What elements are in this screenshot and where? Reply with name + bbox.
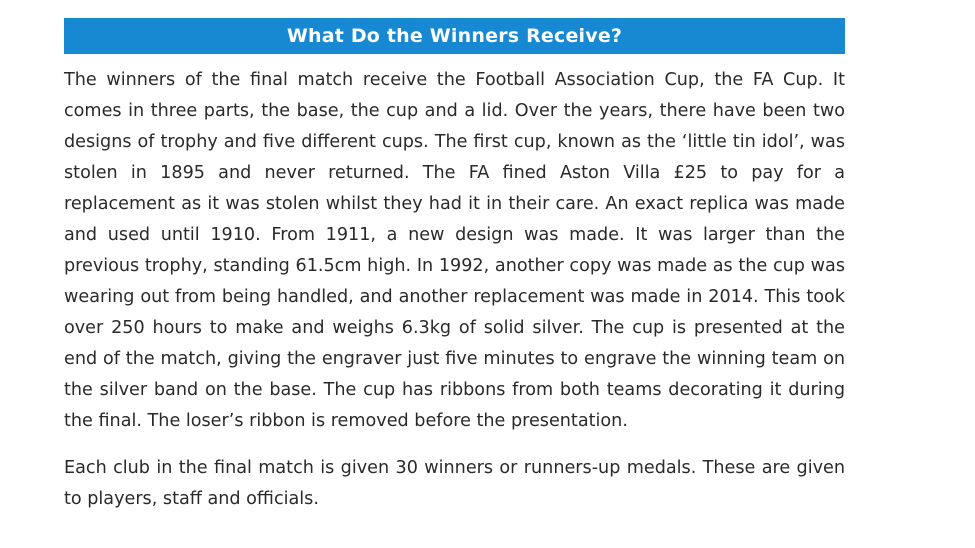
winners-section: [64, 18, 845, 515]
section-heading: What Do the Winners Receive?: [286, 25, 623, 47]
fa-cup-paragraph: The winners of the final match receive the Football Association Cup, the FA Cup. It comes in three parts, the base, the cup and a lid. Over the years, there have been two designs of trophy and five different cups. The first cup, known as the ‘little tin idol’, was stolen in 1895 and never returned. The FA fined Aston Villa £25 to pay for a replacement as it was stolen whilst they had it in their care. An exact replica was made and used until 1910. From 1911, a new design was made. It was larger than the previous trophy, standing 61.5cm high. In 1992, another copy was made as the cup was wearing out from being handled, and another replacement was made in 2014. This took over 250 hours to make and weighs 6.3kg of solid silver. The cup is presented at the end of the match, giving the engraver just five minutes to engrave the winning team on the silver band on the base. The cup has ribbons from both teams decorating it during the final. The loser’s ribbon is removed before the presentation.: [64, 70, 845, 431]
medals-paragraph: Each club in the final match is given 30 winners or runners-up medals. These are given to players, staff and officials.: [64, 458, 845, 509]
section-header-bar: [64, 18, 845, 54]
